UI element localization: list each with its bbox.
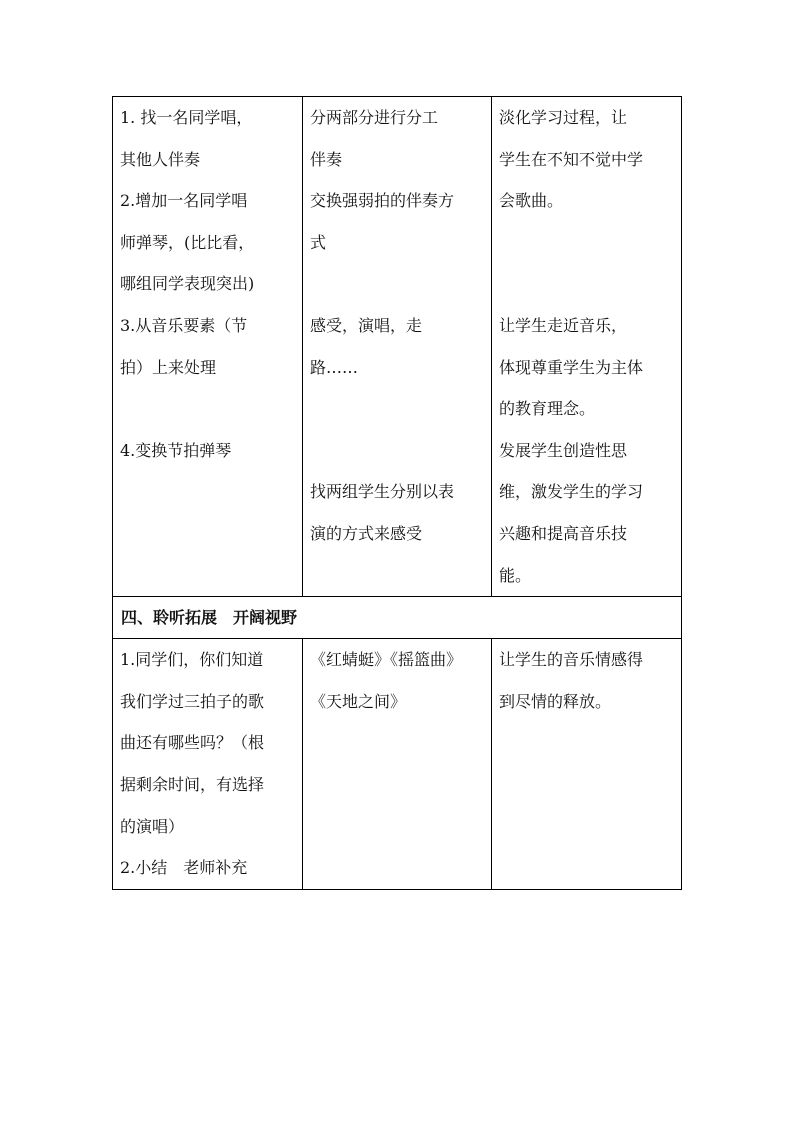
section-heading-cell [113, 597, 682, 639]
listening-step-line: 2.小结 老师补充 [120, 858, 248, 878]
design-intent-cell [492, 97, 682, 597]
section-heading-part2: 开阔视野 [233, 608, 298, 628]
activity-step-3-cont: 拍）上来处理 [120, 357, 217, 377]
listening-step-line: 的演唱） [120, 816, 185, 836]
listening-intent-cell [492, 639, 682, 890]
design-intent-line: 的教育理念。 [499, 399, 596, 419]
activity-step-4: 4.变换节拍弹琴 [120, 440, 232, 460]
design-intent-line: 学生在不知不觉中学 [499, 149, 644, 169]
listening-step-line: 据剩余时间，有选择 [120, 774, 265, 794]
activity-step-1-cont: 其他人伴奏 [120, 149, 201, 169]
activity-step-2-cont2: 哪组同学表现突出) [120, 274, 255, 294]
design-intent-line: 维，激发学生的学习 [499, 482, 644, 502]
listening-step-line: 曲还有哪些吗？（根 [120, 733, 265, 753]
blank-line [120, 388, 295, 430]
design-intent-line: 兴趣和提高音乐技 [499, 523, 628, 543]
student-activity-cell [303, 97, 492, 597]
table-row-section-heading [113, 597, 682, 639]
blank-line [310, 388, 484, 430]
student-activity-line: 路…… [310, 357, 359, 377]
listening-steps-cell [113, 639, 303, 890]
blank-line [499, 222, 674, 264]
activity-step-1: 1. 找一名同学唱， [120, 108, 253, 127]
song-list-cell [303, 639, 492, 890]
table-row-activities [113, 97, 682, 597]
design-intent-line: 能。 [499, 565, 532, 585]
student-activity-line: 找两组学生分别以表 [310, 482, 455, 502]
student-activity-line: 感受，演唱，走 [310, 315, 423, 335]
song-list-line: 《红蜻蜓》《摇篮曲》 [310, 650, 463, 670]
design-intent-line: 发展学生创造性思 [499, 440, 628, 460]
student-activity-line: 演的方式来感受 [310, 523, 423, 543]
activity-step-2: 2.增加一名同学唱 [120, 191, 248, 211]
design-intent-line: 淡化学习过程，让 [499, 108, 628, 127]
listening-step-line: 我们学过三拍子的歌 [120, 691, 265, 711]
listening-intent-line: 让学生的音乐情感得 [499, 650, 644, 670]
design-intent-line: 体现尊重学生为主体 [499, 357, 644, 377]
activity-step-3: 3.从音乐要素（节 [120, 315, 248, 335]
listening-step-line: 1.同学们，你们知道 [120, 650, 264, 670]
activity-step-2-cont: 师弹琴，(比比看， [120, 232, 255, 252]
blank-line [499, 263, 674, 305]
blank-line [310, 430, 484, 472]
student-activity-line: 分两部分进行分工 [310, 108, 439, 127]
section-heading-part1: 四、聆听拓展 [121, 608, 218, 628]
student-activity-line: 交换强弱拍的伴奏方 [310, 191, 455, 211]
design-intent-line: 会歌曲。 [499, 191, 564, 211]
design-intent-line: 让学生走近音乐， [499, 315, 628, 335]
student-activity-line: 伴奏 [310, 149, 343, 169]
lesson-plan-table [112, 96, 682, 890]
song-list-line: 《天地之间》 [310, 691, 407, 711]
student-activity-line: 式 [310, 232, 327, 252]
table-row-listening [113, 639, 682, 890]
listening-intent-line: 到尽情的释放。 [499, 691, 612, 711]
activity-steps-cell [113, 97, 303, 597]
blank-line [310, 263, 484, 305]
